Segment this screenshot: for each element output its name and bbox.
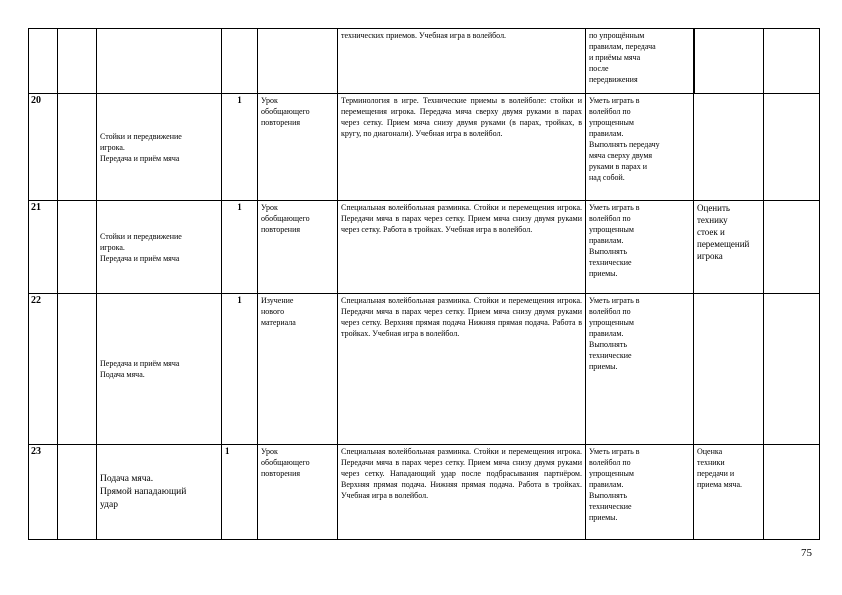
control-line: Оценить xyxy=(697,203,730,213)
result-line: Выполнять передачу xyxy=(589,140,660,149)
lesson-type-cell xyxy=(258,29,338,94)
row-number: 21 xyxy=(29,201,58,294)
empty-cell xyxy=(58,294,97,445)
table-row xyxy=(29,29,820,94)
result-line: правилам. xyxy=(589,329,624,338)
empty-cell xyxy=(58,29,97,94)
topic-cell xyxy=(97,445,222,540)
empty-cell xyxy=(58,201,97,294)
result-cell xyxy=(586,201,694,294)
empty-cell xyxy=(764,294,820,445)
topic-line: игрока. xyxy=(100,242,125,252)
lesson-type-line: повторения xyxy=(261,225,301,234)
result-line: волейбол по xyxy=(589,214,631,223)
result-line: правилам. xyxy=(589,480,624,489)
control-line: стоек и xyxy=(697,227,725,237)
topic-line: Стойки и передвижение xyxy=(100,131,182,141)
control-line: перемещений xyxy=(697,239,750,249)
row-number: 20 xyxy=(29,94,58,201)
row-number xyxy=(29,29,58,94)
control-line: технику xyxy=(697,215,728,225)
lesson-type-line: материала xyxy=(261,318,296,327)
empty-cell xyxy=(764,94,820,201)
lesson-type-line: обобщающего xyxy=(261,214,310,223)
result-line: Уметь играть в xyxy=(589,447,640,456)
topic-line: Подача мяча. xyxy=(100,473,154,484)
result-line: волейбол по xyxy=(589,458,631,467)
result-line: правилам. xyxy=(589,129,624,138)
result-line: приемы. xyxy=(589,269,618,278)
result-cell xyxy=(586,445,694,540)
topic-line: Передача и приём мяча xyxy=(100,153,180,163)
result-line: после xyxy=(589,64,609,73)
lesson-type-line: обобщающего xyxy=(261,458,310,467)
result-line: волейбол по xyxy=(589,307,631,316)
result-cell xyxy=(586,29,694,94)
empty-cell xyxy=(58,94,97,201)
result-line: Выполнять xyxy=(589,247,627,256)
lesson-type-line: Изучение xyxy=(261,296,294,305)
result-line: технические xyxy=(589,502,632,511)
row-number: 22 xyxy=(29,294,58,445)
content-cell: технических приемов. Учебная игра в волейбол. xyxy=(338,29,586,94)
result-line: руками в парах и xyxy=(589,162,647,171)
hours-cell: 1 xyxy=(222,201,258,294)
control-line: Оценка xyxy=(697,447,723,456)
topic-cell xyxy=(97,29,222,94)
control-cell xyxy=(694,445,764,540)
lesson-type-cell xyxy=(258,94,338,201)
topic-line: Стойки и передвижение xyxy=(100,231,182,241)
result-line: правилам, передача xyxy=(589,42,656,51)
result-line: Выполнять xyxy=(589,491,627,500)
result-line: технические xyxy=(589,351,632,360)
control-line: приема мяча. xyxy=(697,480,742,489)
result-line: Уметь играть в xyxy=(589,203,640,212)
lesson-type-line: Урок xyxy=(261,447,278,456)
content-cell: Специальная волейбольная разминка. Стойки и перемещения игрока. Передачи мяча в парах через сетку. Прием мяча снизу двумя руками через сетку. Работа в тройках. Учебная игра в волейбол. xyxy=(338,201,586,294)
empty-cell xyxy=(764,445,820,540)
lesson-type-line: Урок xyxy=(261,203,278,212)
topic-cell xyxy=(97,94,222,201)
lesson-type-line: обобщающего xyxy=(261,107,310,116)
result-line: правилам. xyxy=(589,236,624,245)
result-line: по упрощённым xyxy=(589,31,645,40)
topic-line: игрока. xyxy=(100,142,125,152)
result-line: упрощенным xyxy=(589,118,634,127)
control-cell xyxy=(694,29,764,94)
result-line: и приёмы мяча xyxy=(589,53,641,62)
result-line: Уметь играть в xyxy=(589,296,640,305)
control-line: игрока xyxy=(697,251,723,261)
lesson-type-line: Урок xyxy=(261,96,278,105)
topic-line: Передача и приём мяча xyxy=(100,253,180,263)
result-line: передвижения xyxy=(589,75,638,84)
topic-line: Подача мяча. xyxy=(100,370,145,379)
result-line: мяча сверху двумя xyxy=(589,151,653,160)
hours-cell: 1 xyxy=(222,445,258,540)
result-line: приемы. xyxy=(589,513,618,522)
result-line: Уметь играть в xyxy=(589,96,640,105)
topic-line: удар xyxy=(100,499,118,510)
result-line: технические xyxy=(589,258,632,267)
topic-cell xyxy=(97,294,222,445)
table-row xyxy=(29,201,820,294)
result-line: упрощенным xyxy=(589,318,634,327)
lesson-type-line: повторения xyxy=(261,469,301,478)
result-line: приемы. xyxy=(589,362,618,371)
table-row xyxy=(29,445,820,540)
hours-cell: 1 xyxy=(222,94,258,201)
result-line: упрощенным xyxy=(589,469,634,478)
lesson-type-cell xyxy=(258,294,338,445)
content-cell: Терминология в игре. Технические приемы в волейболе: стойки и перемещения игрока. Передача мяча сверху двумя руками в парах через сетку. Прием мяча снизу двумя руками (в парах, тройках, в кругу, по диагонали). Учебная игра в волейбол. xyxy=(338,94,586,201)
table-row xyxy=(29,94,820,201)
lesson-type-cell xyxy=(258,201,338,294)
result-line: волейбол по xyxy=(589,107,631,116)
result-line: упрощенным xyxy=(589,225,634,234)
result-cell xyxy=(586,294,694,445)
control-cell xyxy=(694,94,764,201)
lesson-type-cell xyxy=(258,445,338,540)
result-cell xyxy=(586,94,694,201)
lesson-plan-table xyxy=(28,28,820,540)
empty-cell xyxy=(764,29,820,94)
control-line: передачи и xyxy=(697,469,735,478)
topic-cell xyxy=(97,201,222,294)
empty-cell xyxy=(764,201,820,294)
control-cell xyxy=(694,294,764,445)
lesson-type-line: нового xyxy=(261,307,285,316)
topic-line: Прямой нападающий xyxy=(100,486,187,497)
lesson-type-line: повторения xyxy=(261,118,301,127)
empty-cell xyxy=(58,445,97,540)
control-line: техники xyxy=(697,458,725,467)
result-line: над собой. xyxy=(589,173,625,182)
topic-line: Передача и приём мяча xyxy=(100,359,180,368)
table-row xyxy=(29,294,820,445)
hours-cell xyxy=(222,29,258,94)
content-cell: Специальная волейбольная разминка. Стойки и перемещения игрока. Передачи мяча в парах через сетку. Прием мяча снизу двумя руками через сетку. Верхняя прямая подача Нижняя прямая подача. Работа в тройках. Учебная игра в волейбол. xyxy=(338,294,586,445)
content-cell: Специальная волейбольная разминка. Стойки и перемещения игрока. Передачи мяча в парах через сетку. Прием мяча снизу двумя руками через сетку. Нападающий удар после подбрасывания партнёром. Верхняя прямая подача. Нижняя прямая подача. Работа в тройках. Учебная игра в волейбол. xyxy=(338,445,586,540)
hours-cell: 1 xyxy=(222,294,258,445)
control-cell xyxy=(694,201,764,294)
result-line: Выполнять xyxy=(589,340,627,349)
page-number: 75 xyxy=(801,547,812,559)
row-number: 23 xyxy=(29,445,58,540)
